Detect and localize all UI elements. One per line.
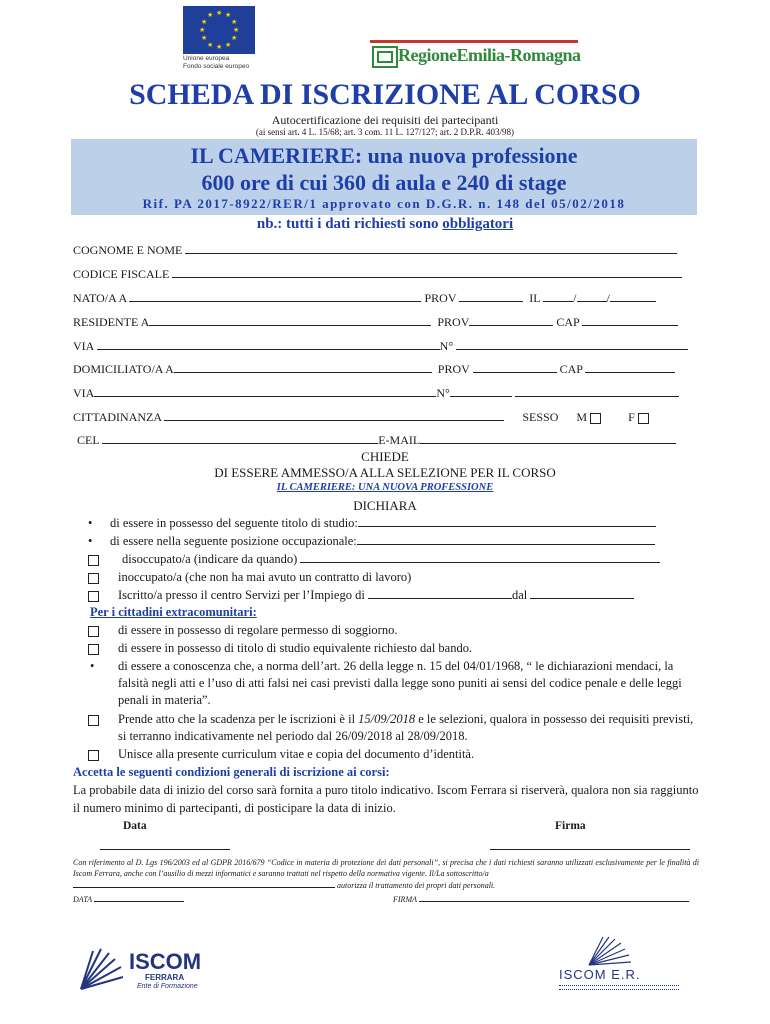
sesso-m-label: M [576,410,588,424]
field-cel-email[interactable]: CEL E-MAIL [77,432,699,448]
firma-signature-line[interactable] [490,849,690,850]
chiede-heading: CHIEDE [361,449,409,464]
dichiara-iscritto[interactable]: Iscritto/a presso il centro Servizi per l’Impiego di dal [90,587,700,604]
scadenza-date: 15/09/2018 [358,712,416,726]
mandatory-emph: obbligatori [442,216,514,232]
data-signature-line[interactable] [100,849,230,850]
iscom-fan-icon [75,945,127,993]
regione-mark-icon [372,46,398,68]
sesso-f-checkbox[interactable] [638,413,649,424]
dichiara-heading: DICHIARA [353,498,417,513]
sesso-m-checkbox[interactable] [590,413,601,424]
field-nato[interactable]: NATO/A A PROV IL / / [73,290,695,306]
eu-flag-logo: ★ ★ ★ ★ ★ ★ ★ ★ ★ ★ ★ ★ [183,6,255,54]
conditions-text: La probabile data di inizio del corso sarà fornita a puro titolo indicativo. Iscom Ferrara si riserverà, qualora non sia raggiunto il numero minimo di partecipanti, di posticipare la data di inizio. [73,783,699,815]
iscom-er-name: ISCOM E.R. [559,967,641,982]
inoccupato-checkbox[interactable] [88,573,99,584]
iscom-ferrara-logo [75,945,225,995]
extracom-scadenza[interactable]: Prende atto che la scadenza per le iscrizioni è il 15/09/2018 e le selezioni, qualora in possesso dei requisiti previsti, si terranno indicativamente nel periodo dal 26/09/2018 al 28/09/2018. [90,711,700,745]
eu-logo-caption [183,55,293,71]
email-label: E-MAIL [378,433,421,447]
iscom-er-fan-icon [585,935,645,967]
extracom-heading: Per i cittadini extracomunitari: [90,605,257,619]
dichiara-posizione[interactable]: • di essere nella seguente posizione occupazionale: [90,533,700,550]
nato-prov-label: PROV [424,291,457,305]
dichiara-titolo[interactable]: • di essere in possesso del seguente titolo di studio: [90,515,700,532]
privacy-data-field[interactable]: DATA [73,893,184,904]
dichiara-disoccupato[interactable]: disoccupato/a (indicare da quando) [90,551,700,568]
field-domiciliato[interactable]: DOMICILIATO/A A PROV CAP [73,361,695,377]
chiede-course: IL CAMERIERE: UNA NUOVA PROFESSIONE [276,482,494,493]
chiede-text: DI ESSERE AMMESSO/A ALLA SELEZIONE PER IL CORSO [214,465,556,480]
iscom-city: FERRARA [145,973,185,982]
field-residente[interactable]: RESIDENTE A PROV CAP [73,314,695,330]
subtitle: Autocertificazione dei requisiti dei partecipanti [271,113,499,127]
firma-label: Firma [555,820,586,832]
course-name: IL CAMERIERE: una nuova professione [190,143,578,168]
iscom-ente: Ente di Formazione [137,983,198,990]
scadenza-checkbox[interactable] [88,715,99,726]
regione-name: RegioneEmilia-Romagna [398,45,581,65]
sesso-f-label: F [628,410,635,424]
permesso-checkbox[interactable] [88,626,99,637]
mandatory-note: nb.: tutti i dati richiesti sono obbligatori [256,216,514,232]
course-hours: 600 ore di cui 360 di aula e 240 di stage [201,170,567,195]
eu-text-1: Unione europea [183,55,230,62]
field-codice-fiscale[interactable]: CODICE FISCALE [73,266,695,282]
disoccupato-checkbox[interactable] [88,555,99,566]
field-via-residenza[interactable]: VIA N° [73,338,695,354]
iscom-name: ISCOM [129,949,202,974]
field-cittadinanza[interactable]: CITTADINANZA SESSO M F [73,409,695,425]
extracom-conoscenza: • di essere a conoscenza che, a norma dell’art. 26 della legge n. 15 del 04/01/1968, “ le dichiarazioni mendaci, la falsità negli atti e l’uso di atti falsi nei casi previsti dalla legge sono puniti ai sensi del codice penale e delle leggi penali in materia”. [90,659,682,707]
privacy-firma-field[interactable]: FIRMA [393,893,689,904]
data-label: Data [123,820,147,832]
extracom-titolo[interactable]: di essere in possesso di titolo di studio equivalente richiesto dal bando. [90,640,700,657]
iscritto-checkbox[interactable] [88,591,99,602]
field-cognome[interactable]: COGNOME E NOME [73,242,695,258]
law-reference: (ai sensi art. 4 L. 15/68; art. 3 com. 11 L. 127/127; art. 2 D.P.R. 403/98) [255,127,515,137]
sesso-label: SESSO [522,410,559,424]
titolo-equivalente-checkbox[interactable] [88,644,99,655]
curriculum-checkbox[interactable] [88,750,99,761]
regione-logo [370,40,581,70]
nato-il-label: IL [529,291,541,305]
extracom-curriculum[interactable]: Unisce alla presente curriculum vitae e copia del documento d’identità. [90,746,700,763]
extracom-permesso[interactable]: di essere in possesso di regolare permesso di soggiorno. [90,622,700,639]
dichiara-inoccupato[interactable]: inoccupato/a (che non ha mai avuto un contratto di lavoro) [90,569,700,586]
field-via-domicilio[interactable]: VIA N° [73,385,695,401]
page-title: SCHEDA DI ISCRIZIONE AL CORSO [129,78,641,111]
conditions-heading: Accetta le seguenti condizioni generali di iscrizione ai corsi: [73,765,390,779]
privacy-notice: Con riferimento al D. Lgs 196/2003 ed al GDPR 2016/679 “Codice in materia di protezione dei dati personali”, si precisa che i dati richiesti saranno utilizzati esclusivamente per le finalità di Iscom Ferrara, anche con l’ausilio di mezzi informatici e saranno trattati nel rispetto della normativa vigente. Il/La sottoscritto/a autorizza il trattamento dei propri dati personali. [73,858,699,890]
course-rif: Rif. PA 2017-8922/RER/1 approvato con D.G.R. n. 148 del 05/02/2018 [142,196,626,211]
eu-text-2: Fondo sociale europeo [183,63,250,70]
iscom-er-logo [553,935,693,995]
